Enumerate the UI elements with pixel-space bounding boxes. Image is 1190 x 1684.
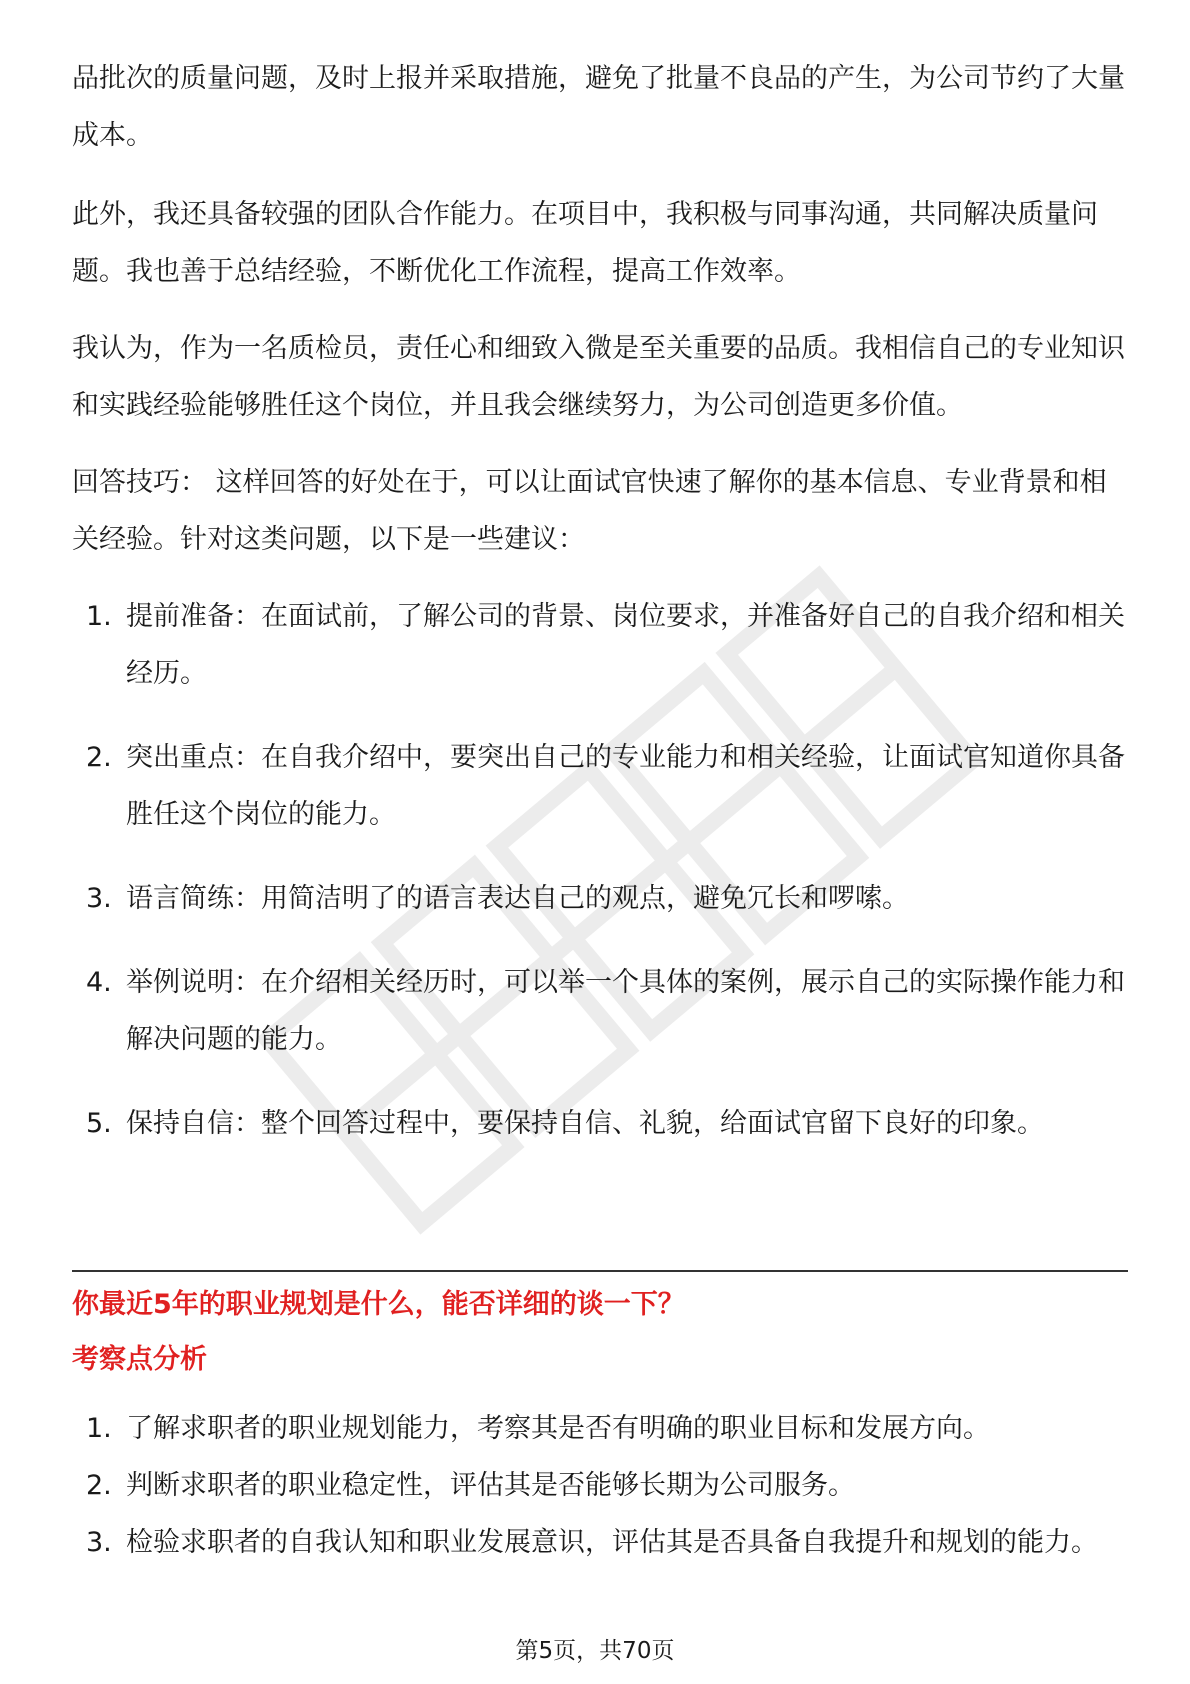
analysis-heading: 考察点分析 [72,1344,207,1375]
list-number: 5. [86,1108,112,1139]
list-item [72,729,1127,843]
paragraph-3: 我认为，作为一名质检员，责任心和细致入微是至关重要的品质。我相信自己的专业知识和实践经验能够胜任这个岗位，并且我会继续努力，为公司创造更多价值。 [72,333,1125,421]
list-number: 4. [86,967,112,998]
tips-list [72,588,1127,1179]
list-text: 了解求职者的职业规划能力，考察其是否有明确的职业目标和发展方向。 [126,1413,990,1444]
list-text: 突出重点：在自我介绍中，要突出自己的专业能力和相关经验，让面试官知道你具备胜任这个岗位的能力。 [126,742,1125,830]
list-item [72,1400,1127,1457]
paragraph-2: 此外，我还具备较强的团队合作能力。在项目中，我积极与同事沟通，共同解决质量问题。我也善于总结经验，不断优化工作流程，提高工作效率。 [72,199,1098,287]
list-number: 3. [86,1527,112,1558]
list-number: 1. [86,601,112,632]
paragraph-1: 品批次的质量问题，及时上报并采取措施，避免了批量不良品的产生，为公司节约了大量成本。 [72,63,1125,151]
list-text: 提前准备：在面试前，了解公司的背景、岗位要求，并准备好自己的自我介绍和相关经历。 [126,601,1125,689]
list-number: 2. [86,742,112,773]
list-number: 3. [86,883,112,914]
question-title: 你最近5年的职业规划是什么，能否详细的谈一下？ [72,1289,685,1320]
list-number: 2. [86,1470,112,1501]
list-item [72,870,1127,927]
list-text: 检验求职者的自我认知和职业发展意识，评估其是否具备自我提升和规划的能力。 [126,1527,1098,1558]
list-text: 保持自信：整个回答过程中，要保持自信、礼貌，给面试官留下良好的印象。 [126,1108,1044,1139]
section-divider [72,1270,1128,1272]
list-item [72,588,1127,702]
list-item [72,1457,1127,1514]
list-text: 判断求职者的职业稳定性，评估其是否能够长期为公司服务。 [126,1470,855,1501]
list-item [72,954,1127,1068]
tips-intro: 回答技巧： 这样回答的好处在于，可以让面试官快速了解你的基本信息、专业背景和相关经验。针对这类问题，以下是一些建议： [72,467,1107,555]
list-item [72,1095,1127,1152]
list-text: 语言简练：用简洁明了的语言表达自己的观点，避免冗长和啰嗦。 [126,883,909,914]
list-item [72,1514,1127,1571]
list-text: 举例说明：在介绍相关经历时，可以举一个具体的案例，展示自己的实际操作能力和解决问题的能力。 [126,967,1125,1055]
page-footer: 第5页，共70页 [515,1638,675,1664]
analysis-list [72,1400,1127,1571]
list-number: 1. [86,1413,112,1444]
